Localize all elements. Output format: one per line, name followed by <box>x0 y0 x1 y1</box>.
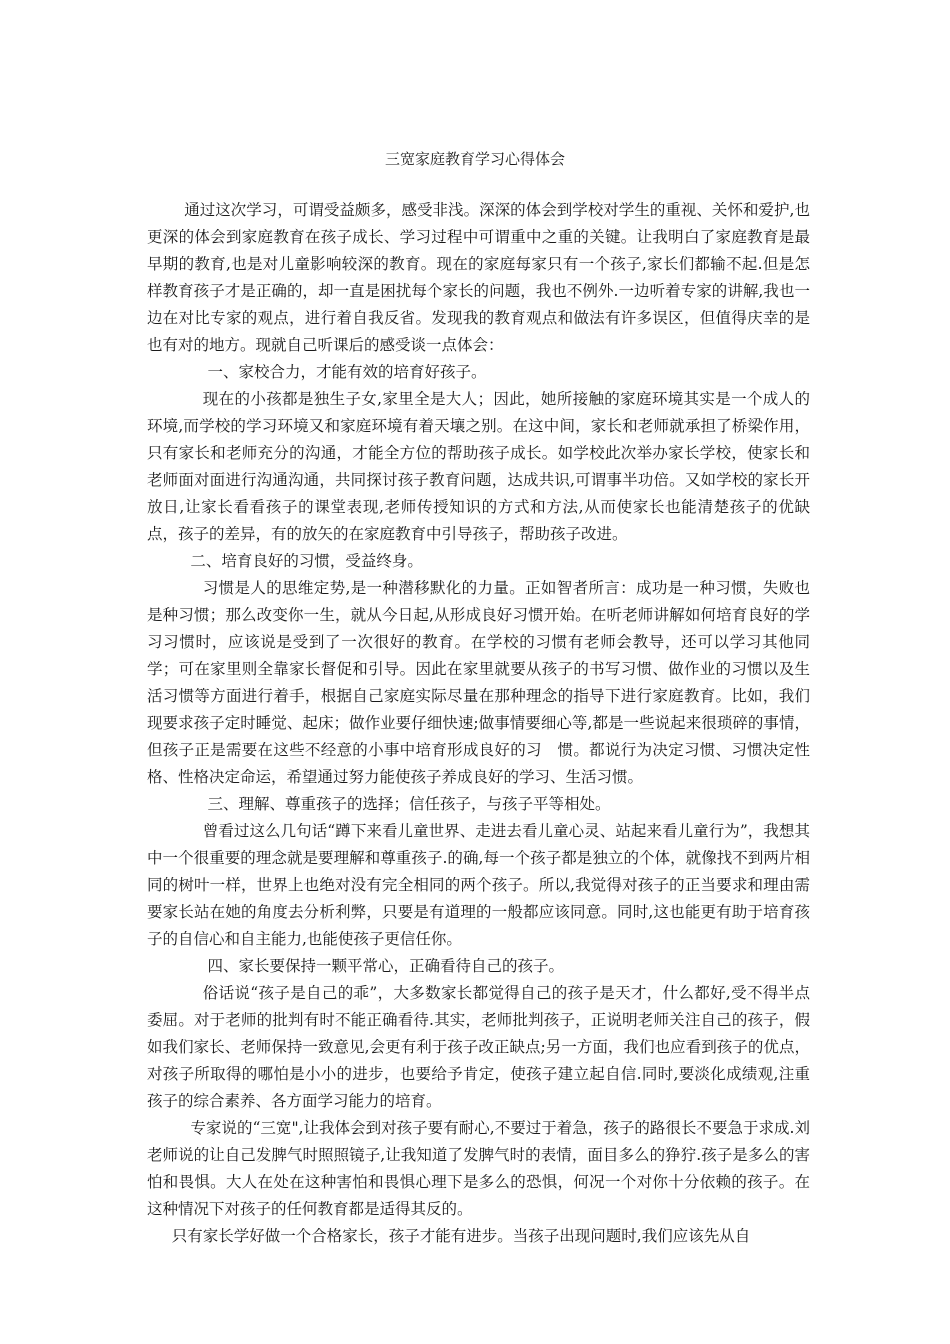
section-heading-2: 二、培育良好的习惯，受益终身。 <box>190 552 423 570</box>
section-heading-1: 一、家校合力，才能有效的培育好孩子。 <box>207 363 487 381</box>
section-heading-4: 四、家长要保持一颗平常心，正确看待自己的孩子。 <box>207 957 564 975</box>
paragraph-section-1: 现在的小孩都是独生子女,家里全是大人；因此，她所接触的家庭环境其实是一个成人的环境,而学校的学习环境又和家庭环境有着天壤之别。在这中间，家长和老师就承担了桥梁作用，只有家长和老师充分的沟通，才能全方位的帮助孩子成长。如学校此次举办家长学校，使家长和老师面对面进行沟通沟通，共同探讨孩子教育问题，达成共识,可谓事半功倍。又如学校的家长开放日,让家长看看孩子的课堂表现,老师传授知识的方式和方法,从而使家长也能清楚孩子的优缺点，孩子的差异，有的放矢的在家庭教育中引导孩子，帮助孩子改进。 <box>147 390 810 543</box>
section-heading-3: 三、理解、尊重孩子的选择；信任孩子，与孩子平等相处。 <box>207 795 611 813</box>
paragraph-three-wide: 专家说的“三宽",让我体会到对孩子要有耐心,不要过于着急，孩子的路很长不要急于求成.刘老师说的让自己发脾气时照照镜子,让我知道了发脾气时的表情，面目多么的狰狞.孩子是多么的害怕和畏惧。大人在处在这种害怕和畏惧心理下是多么的恐惧，何况一个对你十分依赖的孩子。在这种情况下对孩子的任何教育都是适得其反的。 <box>147 1119 810 1218</box>
paragraph-section-3: 曾看过这么几句话“蹲下来看儿童世界、走进去看儿童心灵、站起来看儿童行为”，我想其中一个很重要的理念就是要理解和尊重孩子.的确,每一个孩子都是独立的个体，就像找不到两片相同的树叶一样，世界上也绝对没有完全相同的两个孩子。所以,我觉得对孩子的正当要求和理由需要家长站在她的角度去分析利弊，只要是有道理的一般都应该同意。同时,这也能更有助于培育孩子的自信心和自主能力,也能使孩子更信任你。 <box>147 822 810 948</box>
document-body <box>147 197 810 1250</box>
paragraph-section-4: 俗话说“孩子是自己的乖”，大多数家长都觉得自己的孩子是天才，什么都好,受不得半点委屈。对于老师的批判有时不能正确看待.其实，老师批判孩子，正说明老师关注自己的孩子，假如我们家长、老师保持一致意见,会更有利于孩子改正缺点;另一方面，我们也应看到孩子的优点，对孩子所取得的哪怕是小小的进步，也要给予肯定，使孩子建立起自信.同时,要淡化成绩观,注重孩子的综合素养、各方面学习能力的培育。 <box>147 984 810 1110</box>
paragraph-section-2: 习惯是人的思维定势,是一种潜移默化的力量。正如智者所言：成功是一种习惯，失败也是种习惯；那么改变你一生，就从今日起,从形成良好习惯开始。在听老师讲解如何培育良好的学习习惯时，应该说是受到了一次很好的教育。在学校的习惯有老师会教导，还可以学习其他同学；可在家里则全靠家长督促和引导。因此在家里就要从孩子的书写习惯、做作业的习惯以及生活习惯等方面进行着手，根据自己家庭实际尽量在那种理念的指导下进行家庭教育。比如，我们现要求孩子定时睡觉、起床；做作业要仔细快速;做事情要细心等,都是一些说起来很琐碎的事情，但孩子正是需要在这些不经意的小事中培育形成良好的习 惯。都说行为决定习惯、习惯决定性格、性格决定命运，希望通过努力能使孩子养成良好的学习、生活习惯。 <box>147 579 810 786</box>
paragraph-closing: 只有家长学好做一个合格家长，孩子才能有进步。当孩子出现问题时,我们应该先从自 <box>171 1227 751 1245</box>
paragraph-intro: 通过这次学习，可谓受益颇多，感受非浅。深深的体会到学校对学生的重视、关怀和爱护,也更深的体会到家庭教育在孩子成长、学习过程中可谓重中之重的关键。让我明白了家庭教育是最早期的教育,也是对儿童影响较深的教育。现在的家庭每家只有一个孩子,家长们都输不起.但是怎样教育孩子才是正确的，却一直是困扰每个家长的问题，我也不例外.一边听着专家的讲解,我也一边在对比专家的观点，进行着自我反省。发现我的教育观点和做法有许多误区，但值得庆幸的是也有对的地方。现就自己听课后的感受谈一点体会： <box>147 201 810 354</box>
document-title: 三宽家庭教育学习心得体会 <box>384 150 565 168</box>
